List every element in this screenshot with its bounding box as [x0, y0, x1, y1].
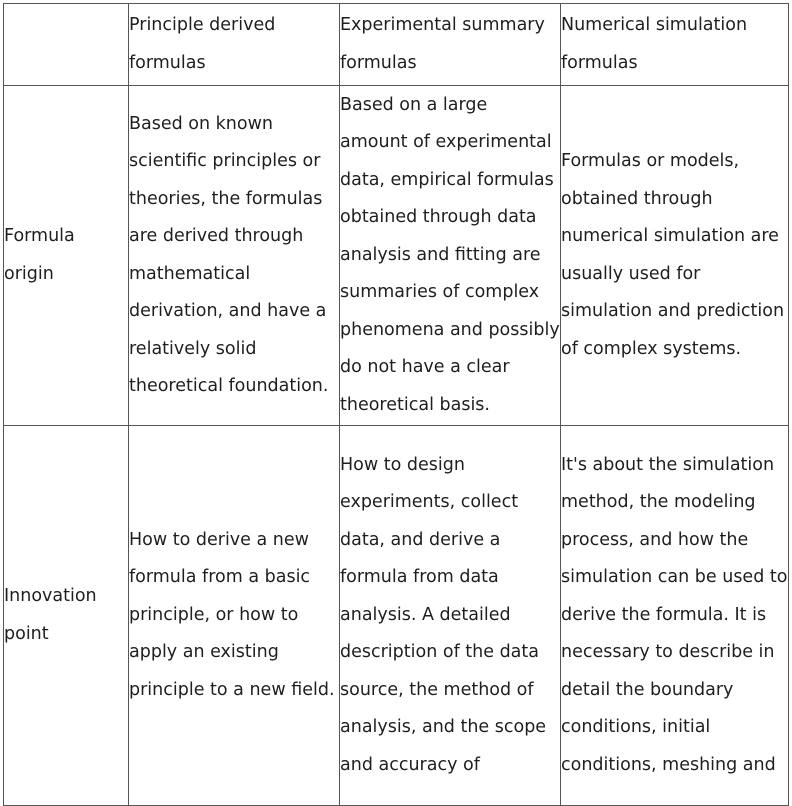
header-label: Principle derived formulas: [129, 15, 276, 73]
header-label: Experimental summary formulas: [340, 15, 545, 73]
cell-innovation-experimental: How to design experiments, collect data, and derive a formula from data analysis. A detailed description of the data source, the method of analysis, and the scope and accuracy of: [340, 426, 561, 806]
cell-innovation-principle: How to derive a new formula from a basic principle, or how to apply an existing principle to a new field.: [129, 426, 340, 806]
header-label: Numerical simulation formulas: [561, 15, 748, 73]
cell-origin-principle: Based on known scientific principles or theories, the formulas are derived through mathematical derivation, and have a relatively solid theoretical foundation.: [129, 86, 340, 426]
header-numerical-simulation: [561, 4, 789, 86]
cell-origin-numerical: Formulas or models, obtained through numerical simulation are usually used for simulation and prediction of complex systems.: [561, 86, 789, 426]
cell-innovation-numerical: It's about the simulation method, the modeling process, and how the simulation can be used to derive the formula. It is necessary to describe in detail the boundary conditions, initial conditions, meshing and: [561, 426, 789, 806]
comparison-table: [3, 3, 789, 806]
table-row-formula-origin: [4, 86, 789, 426]
table-row-innovation-point: [4, 426, 789, 806]
row-label-formula-origin: Formula origin: [4, 86, 129, 426]
header-principle-derived: [129, 4, 340, 86]
header-experimental-summary: [340, 4, 561, 86]
row-label-innovation-point: Innovation point: [4, 426, 129, 806]
header-blank-cell: [4, 4, 129, 86]
cell-origin-experimental: Based on a large amount of experimental data, empirical formulas obtained through data analysis and fitting are summaries of complex phenomena and possibly do not have a clear theoretical basis.: [340, 86, 561, 426]
table-header-row: [4, 4, 789, 86]
